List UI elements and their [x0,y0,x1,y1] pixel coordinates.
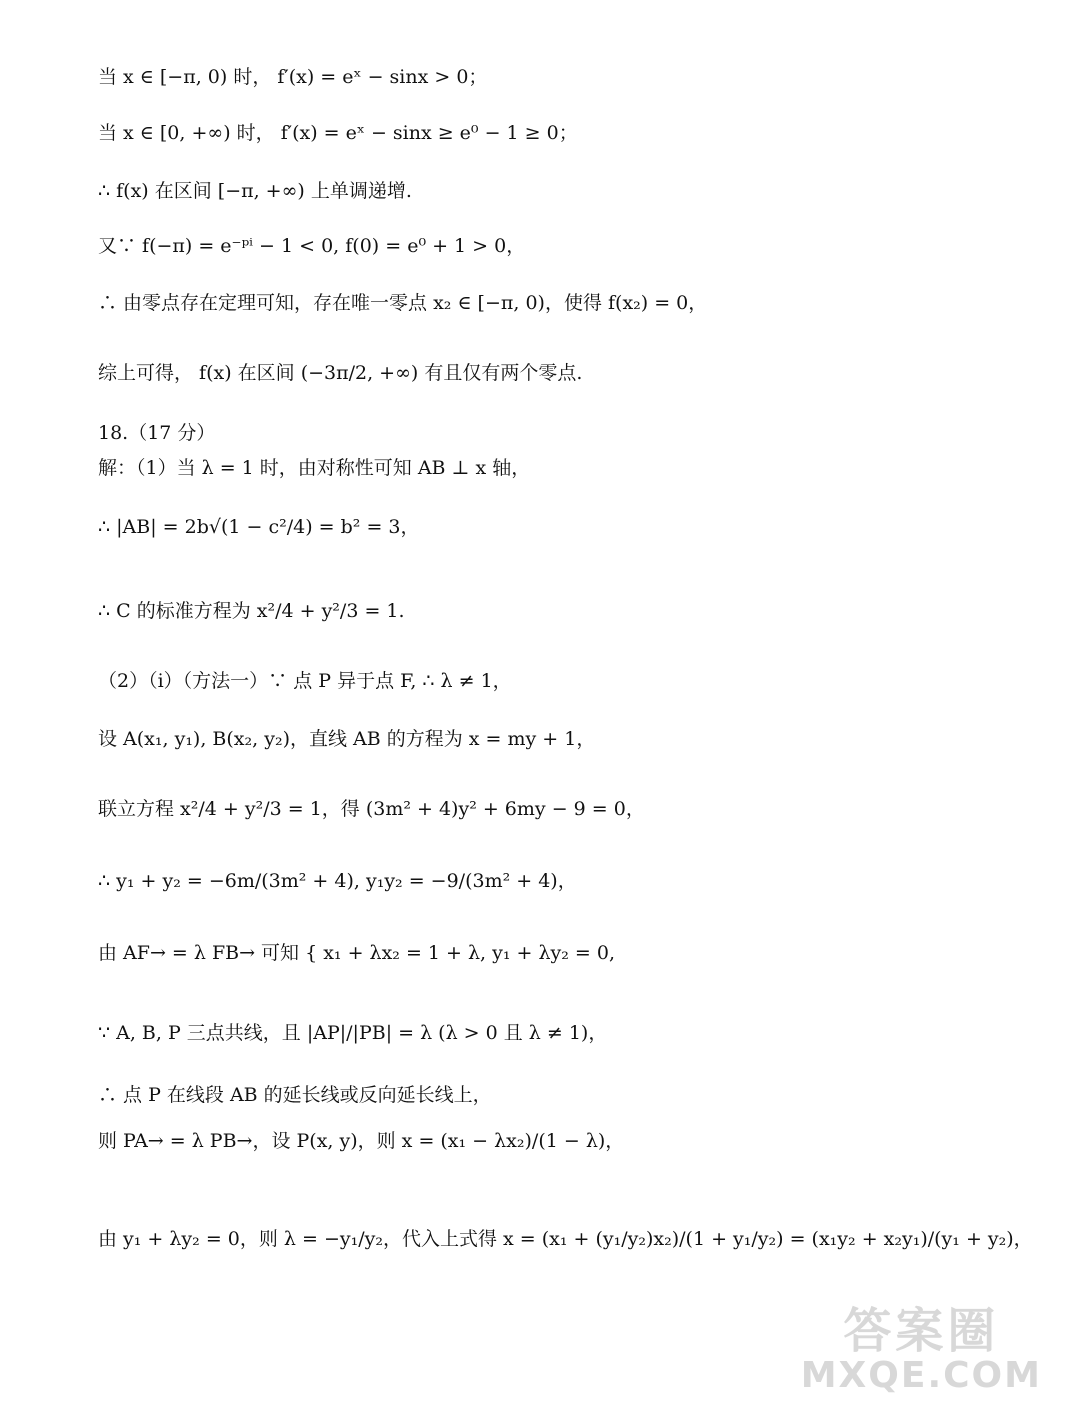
text-line-9: ∴ |AB| = 2b√(1 − c²/4) = b² = 3， [98,516,420,538]
text-line-16: ∵ A, B, P 三点共线，且 |AP|/|PB| = λ (λ > 0 且 λ ≠ 1)， [98,1022,608,1044]
text-line-19: 由 y₁ + λy₂ = 0，则 λ = −y₁/y₂，代入上式得 x = (x₁ + (y₁/y₂)x₂)/(1 + y₁/y₂) = (x₁y₂ + x₂y₁)/(y₁ + y₂)， [98,1228,1033,1250]
text-line-15: 由 AF→ = λ FB→ 可知 { x₁ + λx₂ = 1 + λ, y₁ + λy₂ = 0, [98,942,615,964]
text-line-1: 当 x ∈ [−π, 0) 时， f′(x) = eˣ − sinx > 0； [98,66,488,88]
text-line-17: ∴ 点 P 在线段 AB 的延长线或反向延长线上， [98,1084,492,1106]
text-line-6: 综上可得， f(x) 在区间 (−3π/2, +∞) 有且仅有两个零点. [98,362,583,384]
question-heading: 18.（17 分） [98,422,216,444]
text-line-4: 又∵ f(−π) = e⁻ᵖⁱ − 1 < 0, f(0) = e⁰ + 1 > 0， [98,235,526,257]
text-line-10: ∴ C 的标准方程为 x²/4 + y²/3 = 1. [98,600,405,622]
text-line-18: 则 PA→ = λ PB→，设 P(x, y)，则 x = (x₁ − λx₂)/(1 − λ)， [98,1130,625,1152]
text-line-3: ∴ f(x) 在区间 [−π, +∞) 上单调递增. [98,180,412,202]
text-line-8: 解：（1）当 λ = 1 时，由对称性可知 AB ⊥ x 轴， [98,457,531,479]
watermark-logo [801,1305,1042,1395]
text-line-13: 联立方程 x²/4 + y²/3 = 1，得 (3m² + 4)y² + 6my − 9 = 0， [98,798,645,820]
text-line-11: （2）（i）（方法一）∵ 点 P 异于点 F, ∴ λ ≠ 1， [98,670,512,692]
text-line-2: 当 x ∈ [0, +∞) 时， f′(x) = eˣ − sinx ≥ e⁰ − 1 ≥ 0； [98,122,578,144]
text-line-14: ∴ y₁ + y₂ = −6m/(3m² + 4), y₁y₂ = −9/(3m² + 4)， [98,870,577,892]
text-line-5: ∴ 由零点存在定理可知，存在唯一零点 x₂ ∈ [−π, 0)，使得 f(x₂) = 0， [98,292,708,314]
text-line-12: 设 A(x₁, y₁), B(x₂, y₂)，直线 AB 的方程为 x = my + 1， [98,728,596,750]
watermark-en: MXQE.COM [800,1355,1042,1396]
watermark-cn: 答案圈 [843,1303,1000,1359]
